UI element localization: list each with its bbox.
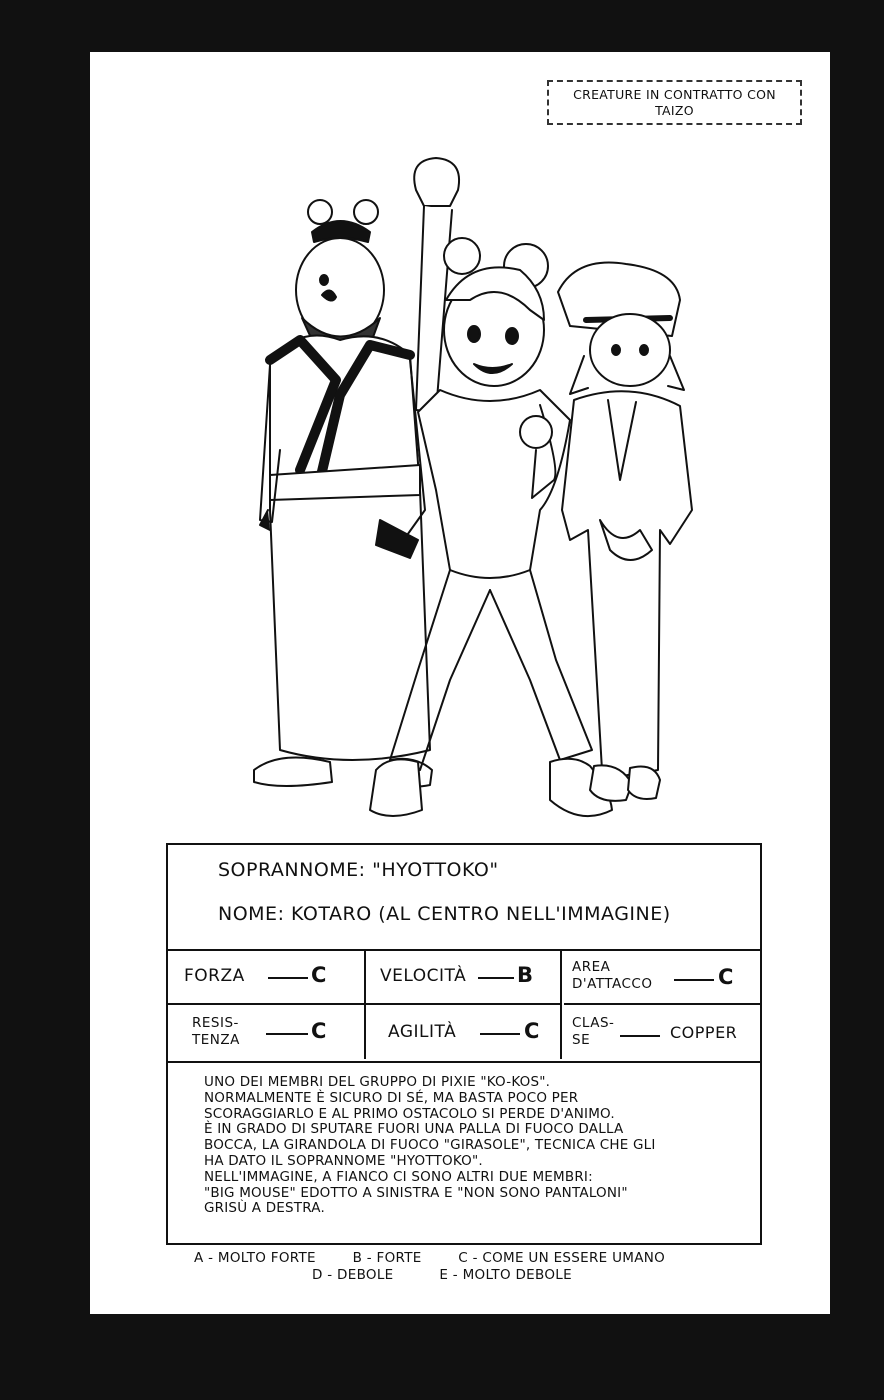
stat-dash [674,979,714,981]
caption-line-1: CREATURE IN CONTRATTO CON [573,87,776,102]
stat-value-area-attacco: C [718,965,734,989]
right-character-figure [558,263,692,801]
stat-dash [478,977,514,979]
stat-label-agilita: AGILITÀ [388,1022,457,1042]
stat-label-velocita: VELOCITÀ [380,966,467,986]
stat-label-classe-line2: SE [572,1032,591,1048]
description-text: UNO DEI MEMBRI DEL GRUPPO DI PIXIE "KO-KOS". NORMALMENTE È SICURO DI SÉ, MA BASTA POCO PER SCORAGGIARLO E AL PRIMO OSTACOLO SI PERDE D'ANIMO. È IN GRADO DI SPUTARE FUORI UNA PALLA DI FUOCO DALLA BOCCA, LA GIRANDOLA DI FUOCO "GIRASOLE", TECNICA CHE GLI HA DATO IL SOPRANNOME "HYOTTOKO". NELL'IMMAGINE, A FIANCO CI SONO ALTRI DUE MEMBRI: "BIG MOUSE" EDOTTO A SINISTRA E "NON SONO PANTALONI" GRISÙ A DESTRA. [204,1074,656,1217]
stat-cell-resistenza [168,1005,366,1059]
name-text: NOME: KOTARO (AL CENTRO NELL'IMMAGINE) [218,903,671,925]
stat-label-area-attacco [572,959,652,993]
stat-cell-forza [168,949,366,1005]
stat-cell-area-attacco [564,949,760,1005]
legend-line-1: A - MOLTO FORTE B - FORTE C - COME UN ESSERE UMANO [194,1250,666,1266]
character-illustration [240,150,700,830]
stat-label-resistenza [192,1015,240,1049]
stat-label-area-line2: D'ATTACCO [572,976,653,992]
stat-dash [480,1033,520,1035]
stat-label-forza: FORZA [184,966,245,986]
stat-value-classe: COPPER [670,1023,738,1042]
stat-cell-velocita [364,949,562,1005]
left-character-figure [254,200,432,787]
stats-grid [168,949,760,1063]
caption-box [547,80,802,125]
stats-card [166,843,762,1245]
caption-line-2: TAIZO [655,103,694,118]
stat-dash [620,1035,660,1037]
stat-label-area-line1: AREA [572,959,611,975]
stat-label-resistenza-line2: TENZA [192,1032,240,1048]
stat-dash [268,977,308,979]
stat-dash [266,1033,308,1035]
names-section [168,845,760,951]
stat-label-classe-line1: CLAS- [572,1015,615,1031]
nickname-text: SOPRANNOME: "HYOTTOKO" [218,859,499,881]
stat-label-classe [572,1015,614,1049]
stat-label-resistenza-line1: RESIS- [192,1015,239,1031]
stat-cell-classe [564,1005,760,1059]
stat-cell-agilita [364,1005,562,1059]
stat-value-agilita: C [524,1019,540,1043]
stat-value-velocita: B [517,963,534,987]
stat-value-resistenza: C [311,1019,327,1043]
stat-value-forza: C [311,963,327,987]
legend-line-2: D - DEBOLE E - MOLTO DEBOLE [312,1267,572,1283]
